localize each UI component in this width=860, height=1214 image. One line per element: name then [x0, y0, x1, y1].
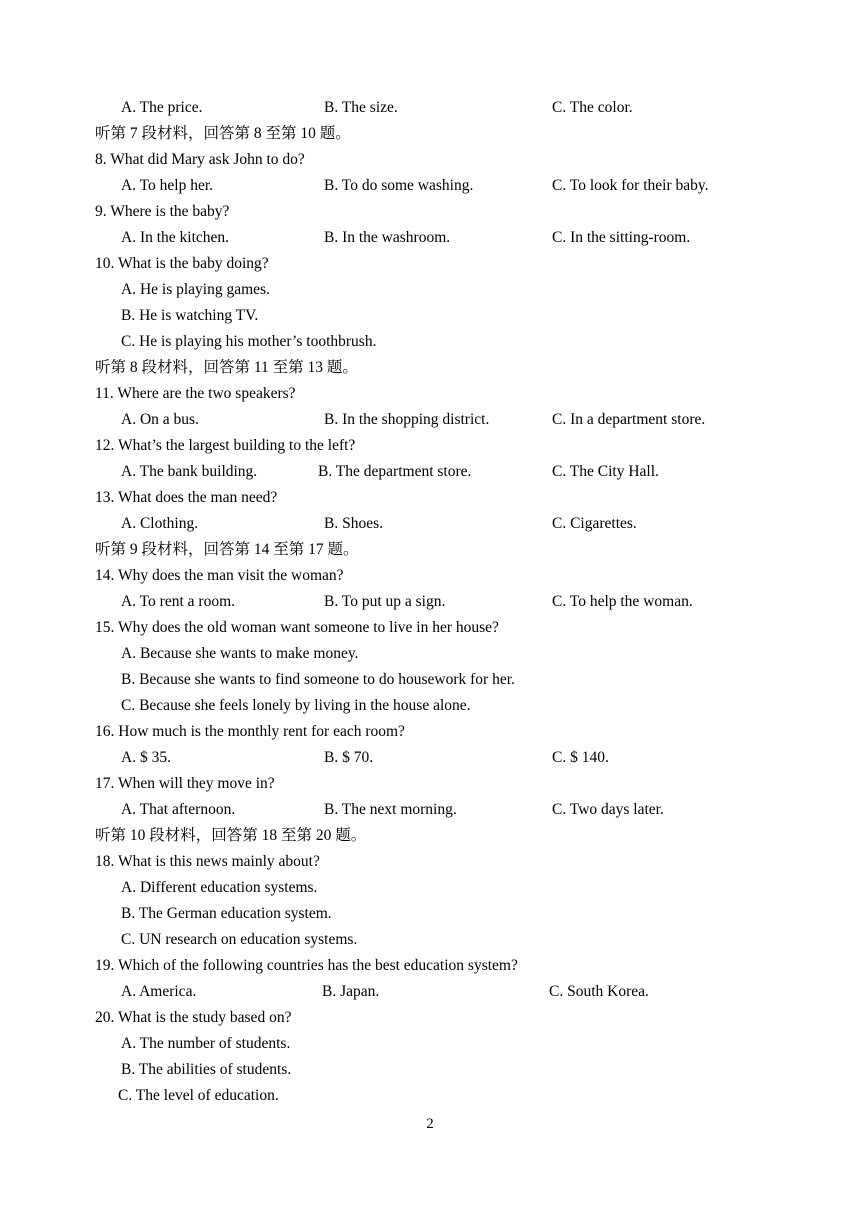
answer-option: C. To help the woman. [552, 593, 693, 610]
answer-option: B. He is watching TV. [121, 307, 259, 324]
answer-option: C. $ 140. [552, 749, 609, 766]
question-stem: 13. What does the man need? [95, 489, 278, 506]
answer-option: A. To help her. [121, 177, 214, 194]
answer-option: A. The bank building. [121, 463, 258, 480]
answer-option: C. Two days later. [552, 801, 664, 818]
answer-option: B. The next morning. [324, 801, 457, 818]
answer-option: B. In the washroom. [324, 229, 451, 246]
section-heading: 听第 10 段材料，回答第 18 至第 20 题。 [95, 827, 367, 844]
question-stem: 16. How much is the monthly rent for each room? [95, 723, 405, 740]
question-stem: 10. What is the baby doing? [95, 255, 269, 272]
answer-option: B. Shoes. [324, 515, 383, 532]
section-heading: 听第 9 段材料，回答第 14 至第 17 题。 [95, 541, 359, 558]
answer-option: A. He is playing games. [121, 281, 270, 298]
answer-option: A. In the kitchen. [121, 229, 230, 246]
page-number: 2 [426, 1116, 434, 1132]
answer-option: C. In the sitting-room. [552, 229, 691, 246]
question-stem: 15. Why does the old woman want someone to live in her house? [95, 619, 499, 636]
question-stem: 18. What is this news mainly about? [95, 853, 320, 870]
answer-option: A. America. [121, 983, 197, 1000]
answer-option: A. Clothing. [121, 515, 199, 532]
answer-option: C. The level of education. [118, 1087, 279, 1104]
answer-option: C. UN research on education systems. [121, 931, 358, 948]
answer-option: B. Japan. [322, 983, 380, 1000]
question-stem: 12. What’s the largest building to the left? [95, 437, 356, 454]
answer-option: A. The price. [121, 99, 203, 116]
answer-option: B. To do some washing. [324, 177, 474, 194]
question-stem: 11. Where are the two speakers? [95, 385, 296, 402]
answer-option: C. The color. [552, 99, 633, 116]
question-stem: 14. Why does the man visit the woman? [95, 567, 344, 584]
answer-option: A. On a bus. [121, 411, 199, 428]
answer-option: C. He is playing his mother’s toothbrush. [121, 333, 377, 350]
section-heading: 听第 8 段材料，回答第 11 至第 13 题。 [95, 359, 358, 376]
answer-option: B. Because she wants to find someone to do housework for her. [121, 671, 515, 688]
answer-option: B. To put up a sign. [324, 593, 446, 610]
answer-option: A. Different education systems. [121, 879, 318, 896]
answer-option: A. Because she wants to make money. [121, 645, 359, 662]
section-heading: 听第 7 段材料，回答第 8 至第 10 题。 [95, 125, 351, 142]
answer-option: C. The City Hall. [552, 463, 659, 480]
answer-option: A. To rent a room. [121, 593, 235, 610]
question-stem: 20. What is the study based on? [95, 1009, 292, 1026]
answer-option: B. The German education system. [121, 905, 332, 922]
answer-option: C. Because she feels lonely by living in the house alone. [121, 697, 471, 714]
answer-option: B. The abilities of students. [121, 1061, 292, 1078]
answer-option: A. $ 35. [121, 749, 171, 766]
answer-option: A. The number of students. [121, 1035, 291, 1052]
answer-option: B. $ 70. [324, 749, 374, 766]
answer-option: C. To look for their baby. [552, 177, 709, 194]
question-stem: 17. When will they move in? [95, 775, 275, 792]
answer-option: C. In a department store. [552, 411, 706, 428]
answer-option: B. The size. [324, 99, 398, 116]
answer-option: C. South Korea. [549, 983, 649, 1000]
answer-option: B. In the shopping district. [324, 411, 490, 428]
answer-option: B. The department store. [318, 463, 472, 480]
question-stem: 9. Where is the baby? [95, 203, 230, 220]
question-stem: 19. Which of the following countries has the best education system? [95, 957, 518, 974]
answer-option: A. That afternoon. [121, 801, 236, 818]
answer-option: C. Cigarettes. [552, 515, 637, 532]
question-stem: 8. What did Mary ask John to do? [95, 151, 305, 168]
